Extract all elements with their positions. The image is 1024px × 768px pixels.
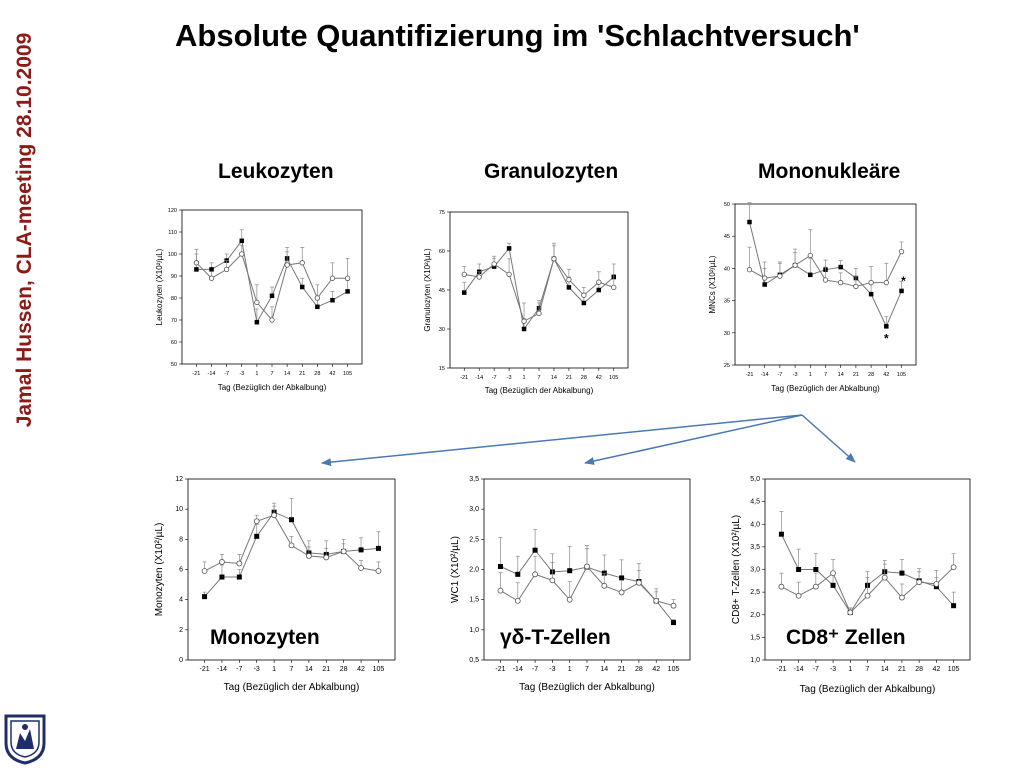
- x-tick-label: 42: [652, 666, 661, 673]
- data-point-circle: [315, 296, 320, 301]
- data-point-square: [209, 267, 214, 272]
- data-point-circle: [917, 580, 922, 585]
- plot-frame: [735, 204, 916, 365]
- x-axis-label: Tag (Bezüglich der Abkalbung): [484, 386, 594, 395]
- x-tick-label: -14: [216, 666, 228, 673]
- x-tick-label: -7: [812, 666, 819, 673]
- x-axis-label: Tag (Bezüglich der Abkalbung): [771, 384, 880, 393]
- arrow-to-monozyten: [322, 415, 802, 463]
- y-tick-label: 40: [723, 266, 730, 273]
- x-tick-label: 7: [270, 371, 274, 377]
- data-point-circle: [285, 263, 290, 268]
- y-tick-label: 1,5: [750, 634, 760, 642]
- x-tick-label: -14: [793, 666, 804, 673]
- x-tick-label: -14: [512, 666, 523, 673]
- x-tick-label: 1: [567, 666, 572, 673]
- data-point-circle: [300, 261, 305, 266]
- data-point-square: [838, 265, 843, 270]
- data-point-square: [255, 320, 260, 325]
- y-tick-label: 2,5: [750, 589, 760, 597]
- data-point-square: [619, 575, 624, 580]
- data-point-circle: [865, 593, 870, 598]
- x-tick-label: 105: [343, 371, 353, 377]
- x-tick-label: -7: [224, 371, 230, 377]
- x-tick-label: -3: [253, 666, 260, 673]
- x-tick-label: -3: [829, 666, 837, 673]
- panel-title-leukozyten: Leukozyten: [218, 160, 334, 183]
- y-tick-label: 60: [438, 249, 445, 255]
- data-point-circle: [882, 575, 887, 580]
- y-tick-label: 50: [170, 362, 177, 368]
- y-tick-label: 1,5: [469, 596, 479, 604]
- x-tick-label: -14: [207, 371, 216, 377]
- x-tick-label: 28: [339, 666, 348, 673]
- x-axis-label: Tag (Bezüglich der Abkalbung): [223, 682, 360, 693]
- chart-inset-label: Monozyten: [210, 626, 320, 649]
- data-point-circle: [854, 284, 859, 289]
- data-point-square: [300, 285, 305, 290]
- chart-4: [154, 476, 395, 693]
- data-point-square: [884, 324, 889, 329]
- x-tick-label: 42: [357, 666, 365, 673]
- y-tick-label: 0,5: [469, 657, 479, 664]
- series-circle: [498, 548, 676, 608]
- data-point-square: [240, 239, 245, 244]
- x-tick-label: 14: [880, 666, 889, 673]
- data-point-circle: [779, 584, 784, 589]
- x-tick-label: 1: [808, 372, 812, 378]
- series-line: [205, 512, 379, 596]
- x-tick-label: 21: [299, 371, 306, 377]
- y-tick-label: 4: [179, 596, 183, 604]
- y-tick-label: 6: [179, 566, 183, 574]
- series-square: [498, 530, 676, 625]
- x-tick-label: -14: [760, 372, 769, 378]
- y-tick-label: 110: [168, 230, 177, 236]
- data-point-circle: [533, 572, 538, 577]
- data-point-square: [869, 292, 874, 297]
- x-tick-label: 14: [304, 666, 313, 673]
- data-point-circle: [567, 597, 572, 602]
- data-point-square: [597, 288, 602, 293]
- slide-title: Absolute Quantifizierung im 'Schlachtversuch': [175, 18, 860, 53]
- data-point-circle: [306, 553, 311, 558]
- panel-title-granulozyten: Granulozyten: [484, 160, 619, 183]
- data-point-square: [376, 546, 381, 551]
- data-point-circle: [224, 267, 229, 272]
- x-tick-label: 28: [915, 666, 924, 673]
- y-tick-label: 3,0: [750, 566, 760, 574]
- data-point-circle: [567, 277, 572, 282]
- y-tick-label: 2: [179, 626, 183, 634]
- data-point-square: [951, 603, 956, 608]
- data-point-square: [796, 567, 801, 572]
- data-point-circle: [823, 278, 828, 283]
- data-point-square: [315, 305, 320, 310]
- data-point-square: [194, 267, 199, 272]
- x-tick-label: 21: [617, 666, 626, 673]
- data-point-square: [330, 298, 335, 303]
- chart-6: [731, 476, 970, 695]
- x-tick-label: -21: [199, 666, 210, 673]
- data-point-circle: [209, 276, 214, 281]
- x-tick-label: -14: [475, 375, 484, 381]
- data-point-square: [202, 594, 207, 599]
- x-tick-label: -21: [495, 666, 506, 673]
- x-tick-label: 21: [322, 666, 331, 673]
- data-point-circle: [869, 280, 874, 285]
- x-tick-label: -3: [506, 375, 512, 381]
- data-point-circle: [778, 274, 783, 279]
- arrow-to-cd8-zellen: [802, 415, 855, 462]
- data-point-circle: [537, 311, 542, 316]
- y-tick-label: 50: [723, 202, 730, 208]
- x-tick-label: -7: [491, 375, 497, 381]
- panel-title-mononukleare: Mononukleäre: [758, 160, 901, 183]
- x-tick-label: 7: [537, 375, 541, 381]
- data-point-circle: [747, 267, 752, 272]
- x-tick-label: 28: [580, 375, 587, 381]
- x-tick-label: 42: [883, 372, 890, 378]
- y-tick-label: 90: [170, 274, 177, 280]
- x-tick-label: 105: [667, 666, 680, 673]
- x-axis-label: Tag (Bezüglich der Abkalbung): [217, 383, 327, 392]
- x-tick-label: 21: [852, 372, 859, 378]
- y-tick-label: 0: [179, 657, 183, 664]
- data-point-circle: [636, 580, 641, 585]
- y-tick-label: 3,5: [750, 543, 760, 551]
- data-point-circle: [597, 280, 602, 285]
- data-point-circle: [808, 253, 813, 258]
- data-point-circle: [270, 318, 275, 323]
- x-tick-label: -21: [745, 372, 754, 378]
- data-point-circle: [762, 276, 767, 281]
- arrow-to-gd-t-zellen: [585, 415, 802, 463]
- data-point-square: [533, 548, 538, 553]
- y-tick-label: 25: [723, 363, 730, 369]
- data-point-circle: [899, 249, 904, 254]
- data-point-circle: [498, 588, 503, 593]
- data-point-circle: [550, 578, 555, 583]
- data-point-circle: [345, 276, 350, 281]
- x-tick-label: 14: [284, 371, 291, 377]
- x-tick-label: 105: [947, 666, 960, 673]
- data-point-circle: [619, 590, 624, 595]
- y-tick-label: 45: [438, 288, 445, 294]
- x-tick-label: -3: [549, 666, 556, 673]
- data-point-circle: [219, 559, 224, 564]
- data-point-circle: [477, 275, 482, 280]
- data-point-square: [567, 568, 572, 573]
- x-tick-label: 7: [865, 666, 870, 673]
- data-point-square: [359, 547, 364, 552]
- chart-1: [155, 208, 362, 392]
- data-point-circle: [585, 564, 590, 569]
- y-tick-label: 5,0: [750, 476, 760, 483]
- data-point-circle: [254, 519, 259, 524]
- data-point-square: [498, 564, 503, 569]
- x-tick-label: 14: [837, 372, 844, 378]
- connector-arrows: [322, 415, 855, 463]
- y-tick-label: 70: [170, 318, 177, 324]
- series-circle: [194, 245, 350, 322]
- x-tick-label: 105: [896, 372, 907, 378]
- data-point-circle: [899, 595, 904, 600]
- data-point-circle: [289, 543, 294, 548]
- data-point-square: [219, 575, 224, 580]
- y-axis-label: Monozyten (X10²/µL): [154, 522, 165, 617]
- y-tick-label: 75: [438, 210, 445, 216]
- x-tick-label: 1: [848, 666, 853, 673]
- series-square: [202, 499, 381, 600]
- data-point-circle: [934, 581, 939, 586]
- data-point-circle: [202, 569, 207, 574]
- x-tick-label: 28: [314, 371, 321, 377]
- data-point-circle: [237, 561, 242, 566]
- x-tick-label: -21: [460, 375, 469, 381]
- data-point-circle: [492, 262, 497, 267]
- series-square: [779, 512, 956, 615]
- y-tick-label: 4,0: [750, 521, 760, 529]
- data-point-circle: [951, 565, 956, 570]
- data-point-square: [813, 567, 818, 572]
- data-point-circle: [515, 598, 520, 603]
- y-tick-label: 30: [438, 327, 445, 333]
- x-tick-label: 21: [898, 666, 906, 673]
- data-point-circle: [796, 593, 801, 598]
- data-point-square: [345, 289, 350, 294]
- data-point-square: [270, 294, 275, 299]
- data-point-circle: [462, 272, 467, 277]
- data-point-square: [831, 583, 836, 588]
- x-tick-label: 42: [932, 666, 941, 673]
- data-point-square: [582, 301, 587, 306]
- x-tick-label: 28: [635, 666, 643, 673]
- y-tick-label: 8: [179, 536, 183, 544]
- y-tick-label: 45: [723, 234, 730, 241]
- y-tick-label: 30: [723, 330, 730, 337]
- data-point-square: [671, 620, 676, 625]
- x-axis-label: Tag (Bezüglich der Abkalbung): [799, 684, 936, 695]
- x-tick-label: 42: [595, 375, 602, 381]
- data-point-circle: [272, 513, 277, 518]
- x-tick-label: 42: [329, 371, 336, 377]
- data-point-circle: [654, 598, 659, 603]
- series-circle: [462, 243, 616, 323]
- y-axis-label: Granulozyten (X10²/µL): [423, 248, 432, 332]
- data-point-circle: [240, 252, 245, 257]
- y-axis-label: CD8+ T-Zellen (X10²/µL): [731, 514, 742, 625]
- data-point-circle: [602, 583, 607, 588]
- data-point-circle: [194, 261, 199, 266]
- data-point-circle: [612, 285, 617, 290]
- x-tick-label: 7: [289, 666, 294, 673]
- y-tick-label: 4,5: [750, 498, 760, 506]
- x-tick-label: -3: [792, 372, 798, 378]
- y-tick-label: 120: [167, 208, 177, 214]
- data-point-circle: [255, 300, 260, 305]
- y-tick-label: 2,5: [469, 536, 479, 544]
- significance-marker: *: [883, 331, 889, 346]
- data-point-square: [254, 534, 259, 539]
- data-point-square: [462, 290, 467, 295]
- y-tick-label: 1,0: [750, 657, 760, 664]
- series-square: [747, 203, 904, 329]
- data-point-circle: [507, 272, 512, 277]
- y-axis-label: MNCs (X10²/µL): [708, 255, 717, 314]
- x-tick-label: 1: [522, 375, 526, 381]
- x-tick-label: -7: [531, 666, 539, 673]
- x-tick-label: 105: [372, 666, 385, 673]
- x-tick-label: -7: [236, 666, 243, 673]
- data-point-square: [762, 282, 767, 287]
- data-point-square: [899, 571, 904, 576]
- sidebar-author-date: Jamal Hussen, CLA-meeting 28.10.2009: [13, 32, 36, 428]
- data-point-square: [289, 517, 294, 522]
- data-point-circle: [341, 549, 346, 554]
- x-tick-label: 21: [565, 375, 572, 381]
- x-tick-label: -7: [777, 372, 783, 378]
- y-tick-label: 35: [723, 298, 730, 305]
- x-tick-label: 1: [272, 666, 277, 673]
- data-point-circle: [522, 319, 527, 324]
- y-tick-label: 3,0: [469, 506, 479, 514]
- y-tick-label: 60: [170, 340, 177, 346]
- y-tick-label: 100: [167, 252, 177, 258]
- significance-marker: *: [901, 273, 906, 288]
- y-axis-label: WC1 (X10²/µL): [450, 536, 461, 603]
- series-circle: [747, 230, 904, 289]
- x-tick-label: 28: [868, 372, 875, 378]
- data-point-square: [507, 246, 512, 251]
- data-point-square: [515, 572, 520, 577]
- y-tick-label: 80: [170, 296, 177, 302]
- data-point-circle: [884, 280, 889, 285]
- data-point-circle: [831, 571, 836, 576]
- series-line: [500, 566, 673, 605]
- chart-inset-label: CD8⁺ Zellen: [786, 626, 906, 649]
- data-point-circle: [848, 610, 853, 615]
- y-tick-label: 12: [175, 476, 183, 483]
- plot-frame: [450, 212, 628, 368]
- chart-inset-label: γδ-T-Zellen: [500, 626, 611, 649]
- x-tick-label: 1: [255, 371, 259, 377]
- data-point-circle: [838, 280, 843, 285]
- data-point-square: [779, 532, 784, 537]
- y-tick-label: 1,0: [469, 626, 479, 634]
- data-point-square: [808, 273, 813, 278]
- chart-5: [450, 476, 690, 693]
- data-point-circle: [330, 276, 335, 281]
- data-point-circle: [324, 555, 329, 560]
- data-point-square: [522, 327, 527, 332]
- x-tick-label: 7: [585, 666, 589, 673]
- chart-3: [708, 202, 916, 393]
- y-axis-label: Leukozyten (X10²/µL): [155, 248, 164, 326]
- data-point-circle: [359, 565, 364, 570]
- x-axis-label: Tag (Bezüglich der Abkalbung): [519, 682, 655, 693]
- x-tick-label: 14: [600, 666, 609, 673]
- x-tick-label: 105: [609, 375, 619, 381]
- data-point-circle: [813, 584, 818, 589]
- x-tick-label: -3: [239, 371, 245, 377]
- x-tick-label: -21: [776, 666, 787, 673]
- y-tick-label: 15: [438, 366, 445, 372]
- data-point-square: [237, 575, 242, 580]
- data-point-circle: [671, 603, 676, 608]
- data-point-circle: [552, 257, 557, 262]
- data-point-square: [567, 285, 572, 290]
- y-tick-label: 3,5: [469, 476, 479, 483]
- x-tick-label: 7: [823, 372, 828, 378]
- x-tick-label: 14: [550, 375, 558, 381]
- data-point-square: [747, 220, 752, 225]
- y-tick-label: 10: [175, 506, 183, 514]
- y-tick-label: 2,0: [469, 566, 479, 574]
- y-tick-label: 2,0: [750, 611, 760, 619]
- chart-2: [423, 210, 628, 395]
- data-point-circle: [582, 293, 587, 298]
- data-point-circle: [793, 263, 798, 268]
- x-tick-label: -21: [192, 371, 201, 377]
- data-point-circle: [376, 569, 381, 574]
- data-point-square: [899, 289, 904, 294]
